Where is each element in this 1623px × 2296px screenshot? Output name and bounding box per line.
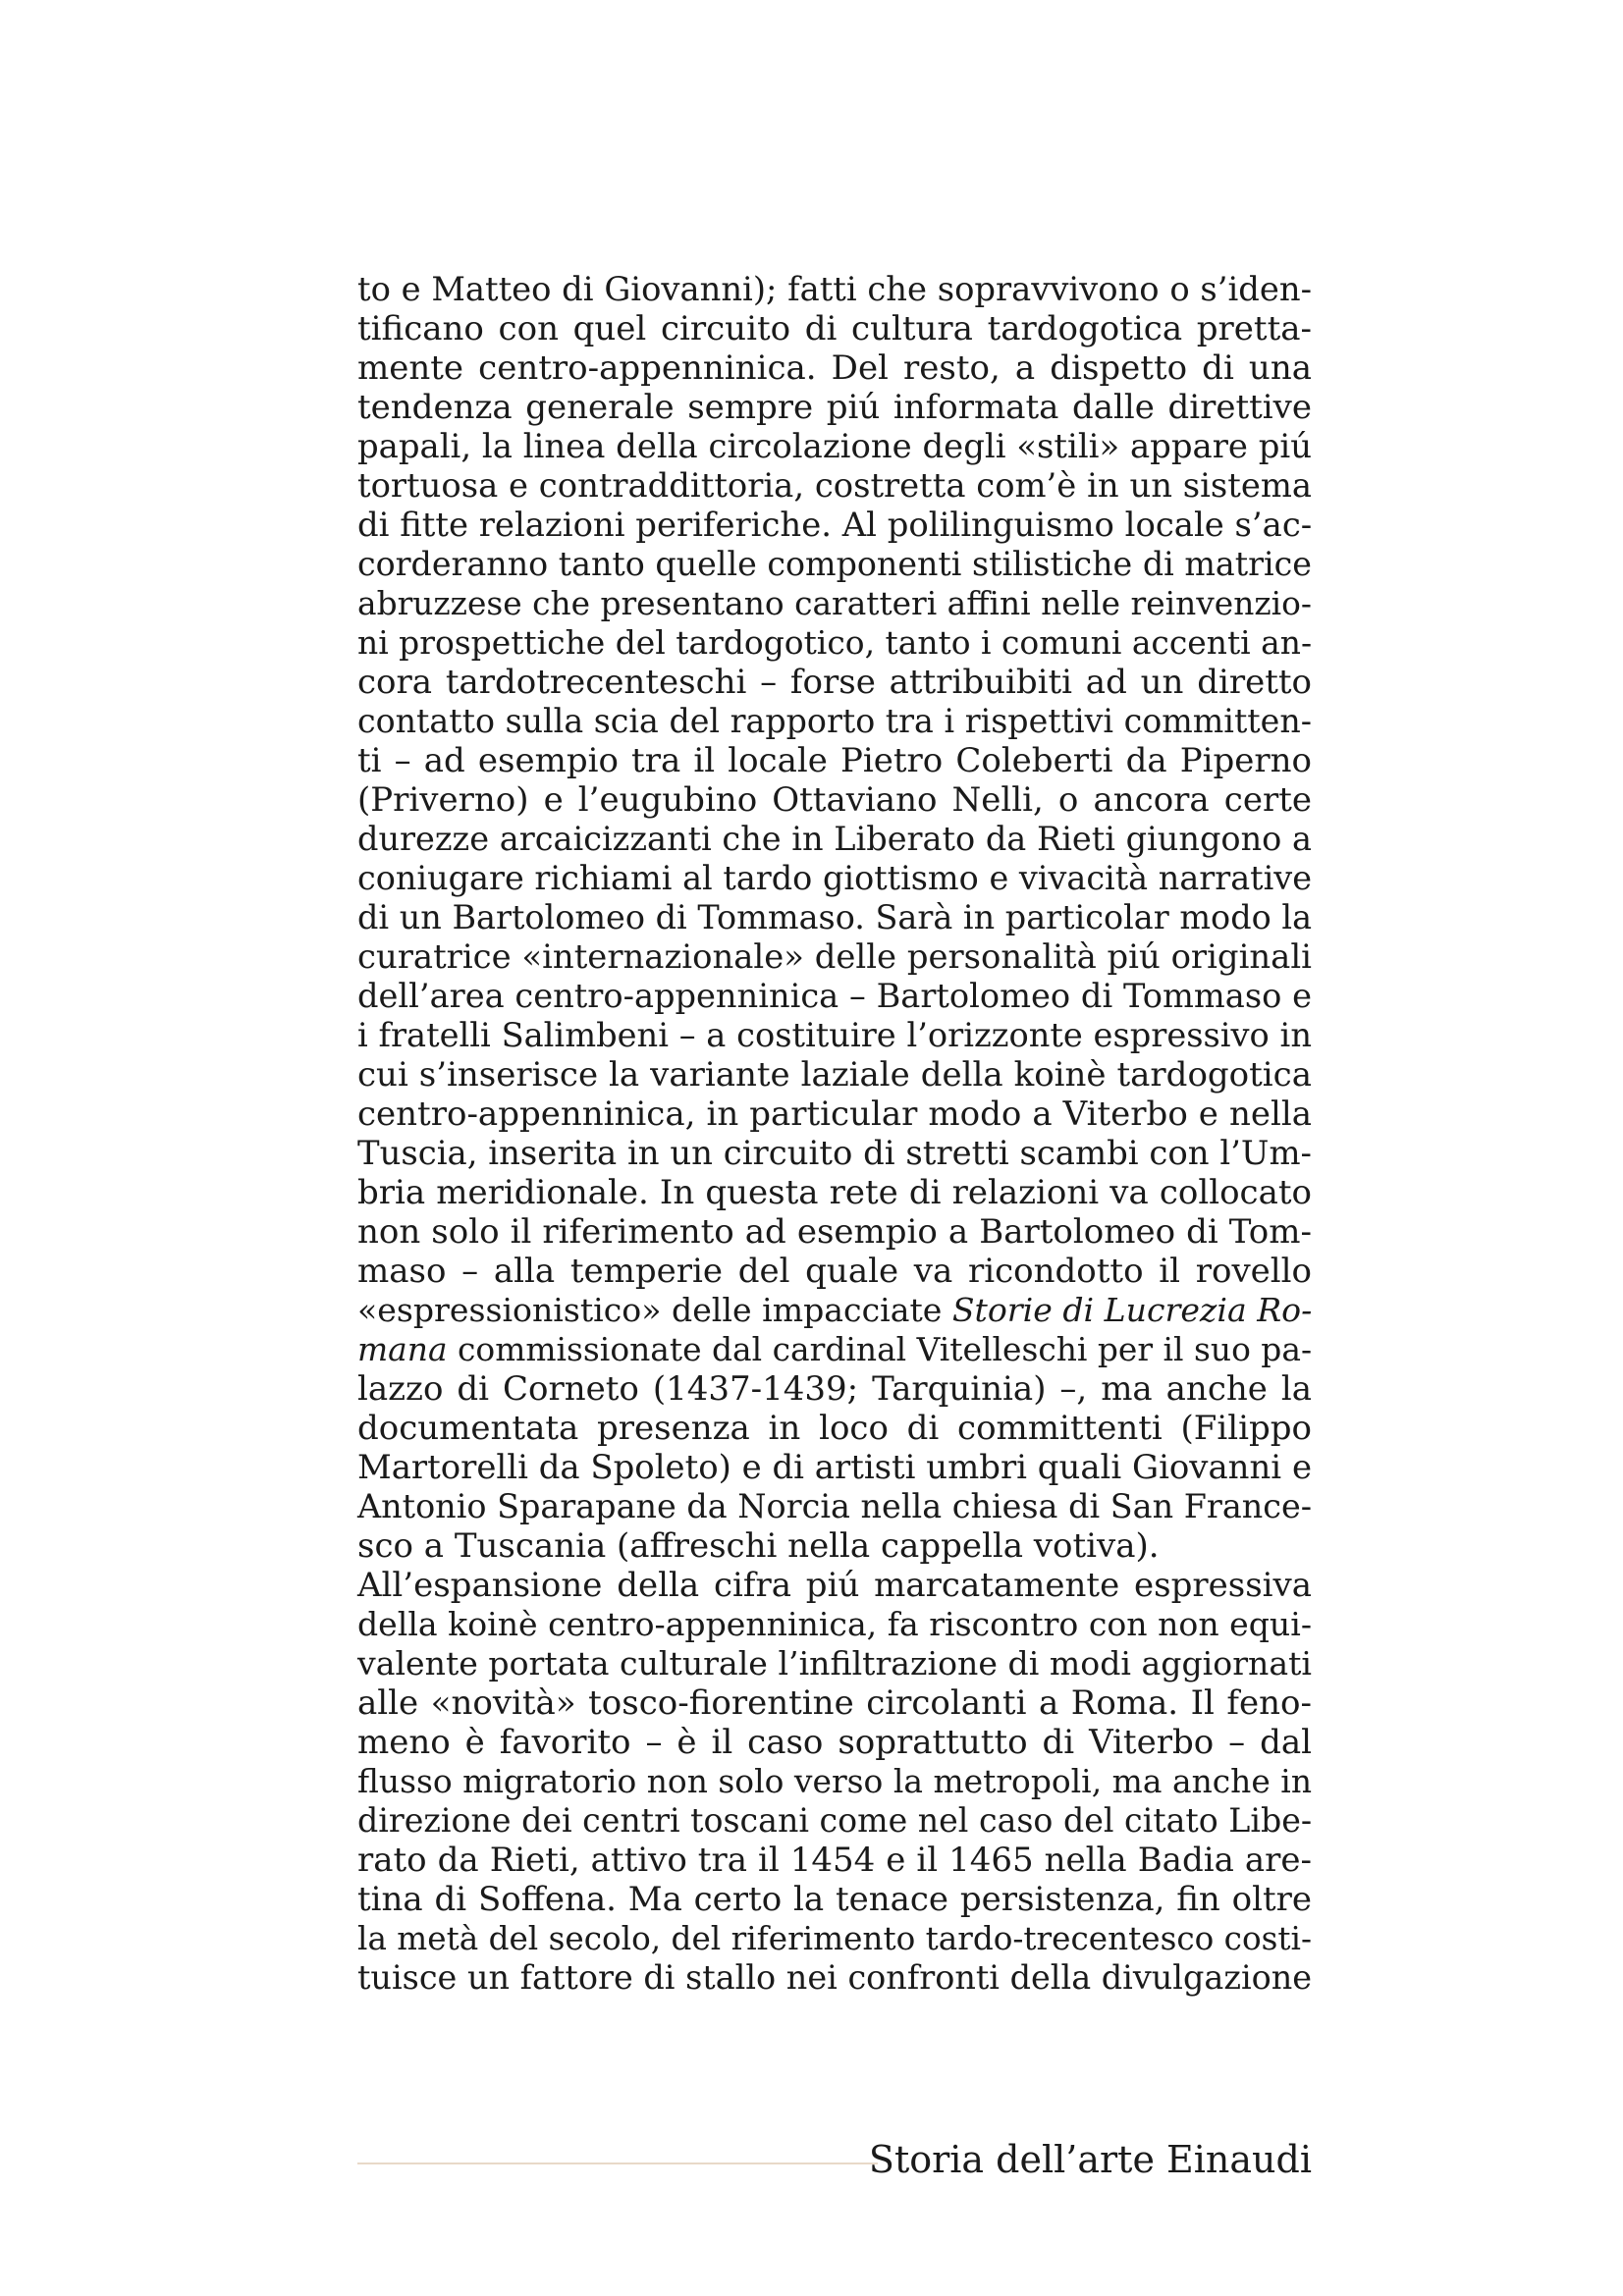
text-line: mente centro-appenninica. Del resto, a dispetto di una	[357, 348, 1312, 388]
text-line: rato da Rieti, attivo tra il 1454 e il 1465 nella Badia are-	[357, 1841, 1312, 1880]
text-run: «espressionistico» delle impacciate	[357, 1291, 952, 1329]
text-line: i fratelli Salimbeni – a costituire l’orizzonte espressivo in	[357, 1016, 1312, 1054]
text-line: dell’area centro-appenninica – Bartolomeo di Tommaso e	[357, 977, 1312, 1015]
text-line: Tuscia, inserita in un circuito di stretti scambi con l’Um-	[357, 1134, 1312, 1172]
footer	[357, 2130, 1312, 2189]
text-line: durezze arcaicizzanti che in Liberato da Rieti giungono a	[357, 820, 1312, 858]
text-line: bria meridionale. In questa rete di relazioni va collocato	[357, 1173, 1312, 1212]
text-line: Antonio Sparapane da Norcia nella chiesa di San France-	[357, 1487, 1313, 1525]
text-line: meno è favorito – è il caso soprattutto di Viterbo – dal	[357, 1723, 1312, 1762]
text-line: maso – alla temperie del quale va ricondotto il rovello	[357, 1252, 1312, 1291]
text-line: contatto sulla scia del rapporto tra i rispettivi committen-	[357, 702, 1312, 740]
text-line: cui s’inserisce la variante laziale della koinè tardogotica	[357, 1055, 1312, 1095]
text-line: coniugare richiami al tardo giottismo e vivacità narrative	[357, 859, 1312, 897]
text-line: Martorelli da Spoleto) e di artisti umbri quali Giovanni e	[357, 1448, 1312, 1486]
text-line: sco a Tuscania (affreschi nella cappella votiva).	[357, 1526, 1160, 1566]
text-line: cora tardotrecenteschi – forse attribuibiti ad un diretto	[357, 663, 1312, 702]
text-line: (Priverno) e l’eugubino Ottaviano Nelli, o ancora certe	[357, 780, 1312, 820]
text-line: All’espansione della cifra piú marcatamente espressiva	[357, 1566, 1312, 1605]
text-line: ti – ad esempio tra il locale Pietro Coleberti da Piperno	[357, 741, 1312, 780]
text-line: la metà del secolo, del riferimento tardo-trecentesco costi-	[357, 1920, 1312, 1957]
text-line	[357, 1330, 1312, 1369]
text-line: direzione dei centri toscani come nel caso del citato Libe-	[357, 1801, 1313, 1840]
text-line: non solo il riferimento ad esempio a Bartolomeo di Tom-	[357, 1212, 1312, 1252]
text-line: tuisce un fattore di stallo nei confronti della divulgazione	[357, 1958, 1313, 1997]
text-line: to e Matteo di Giovanni); fatti che sopravvivono o s’iden-	[357, 270, 1312, 308]
text-line: tificano con quel circuito di cultura tardogotica pretta-	[357, 309, 1312, 348]
text-run: commissionate dal cardinal Vitelleschi per il suo pa-	[447, 1330, 1313, 1368]
body-text	[357, 270, 1312, 1998]
footer-title: Storia dell’arte Einaudi	[868, 2138, 1312, 2181]
text-line	[357, 1291, 1312, 1330]
text-line: tina di Soffena. Ma certo la tenace persistenza, fin oltre	[357, 1880, 1312, 1919]
text-line: della koinè centro-appenninica, fa riscontro con non equi-	[357, 1605, 1312, 1643]
italic-title: Storie di Lucrezia Ro-	[951, 1291, 1313, 1329]
text-line: tortuosa e contraddittoria, costretta com’è in un sistema	[357, 466, 1312, 505]
text-line: di un Bartolomeo di Tommaso. Sarà in particolar modo la	[357, 898, 1312, 936]
text-line: ni prospettiche del tardogotico, tanto i comuni accenti an-	[357, 623, 1313, 662]
text-line: alle «novità» tosco-fiorentine circolanti a Roma. Il feno-	[357, 1683, 1312, 1723]
text-line: corderanno tanto quelle componenti stilistiche di matrice	[357, 545, 1312, 583]
text-line: abruzzese che presentano caratteri affini nelle reinvenzio-	[357, 585, 1312, 622]
text-line: flusso migratorio non solo verso la metropoli, ma anche in	[357, 1762, 1312, 1800]
text-line: centro-appenninica, in particular modo a Viterbo e nella	[357, 1095, 1312, 1134]
text-line: documentata presenza in loco di committenti (Filippo	[357, 1409, 1312, 1448]
text-line: valente portata culturale l’infiltrazione di modi aggiornati	[357, 1644, 1312, 1682]
footer-rule	[357, 2163, 878, 2164]
text-line: tendenza generale sempre piú informata dalle direttive	[357, 388, 1312, 427]
text-line: curatrice «internazionale» delle personalità piú originali	[357, 937, 1312, 976]
text-line: lazzo di Corneto (1437-1439; Tarquinia) –, ma anche la	[357, 1369, 1312, 1409]
text-line: papali, la linea della circolazione degli «stili» appare piú	[357, 427, 1312, 465]
text-line: di fitte relazioni periferiche. Al polilinguismo locale s’ac-	[357, 506, 1313, 544]
italic-title: mana	[357, 1330, 448, 1368]
